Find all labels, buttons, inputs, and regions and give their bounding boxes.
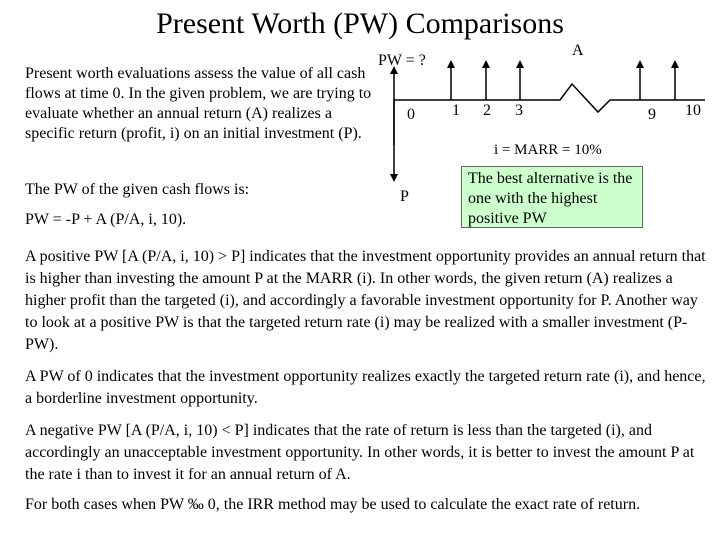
interest-rate-label: i = MARR = 10% [494,142,602,158]
present-label: P [400,188,409,205]
pw-question-label: PW = ? [378,52,426,69]
time-axis [394,84,705,112]
period-label-10: 10 [685,102,701,119]
pw-given-label: The PW of the given cash flows is: [25,181,250,198]
intro-paragraph: Present worth evaluations assess the value of all cash flows at time 0. In the given problem, we are trying to evaluate whether an annual return (A) realizes a specific return (profit, i) on an initial investment (P). [25,65,372,142]
annuity-label: A [572,42,584,59]
period-label-2: 2 [483,102,491,119]
positive-pw-paragraph: A positive PW [A (P/A, i, 10) > P] indicates that the investment opportunity provides an annual return that is higher than investing the amount P at the MARR (i). In other words, the given return (A) realizes a higher profit than the targeted (i), and accordingly a favorable investment opportunity for P. Another way to look at a positive PW is that the targeted return rate (i) may be realized with a smaller investment (P-PW). [25,248,706,353]
pw-formula: PW = -P + A (P/A, i, 10). [25,211,187,228]
zero-pw-paragraph: A PW of 0 indicates that the investment opportunity realizes exactly the targeted return rate (i), and hence, a borderline investment opportunity. [25,368,706,407]
negative-pw-paragraph: A negative PW [A (P/A, i, 10) < P] indicates that the rate of return is less than the targeted (i), and accordingly an unacceptable investment opportunity. In other words, it is better to invest the amount P at the rate i than to invest it for an annual return of A. [25,422,695,483]
period-label-9: 9 [648,106,656,123]
best-alternative-callout: The best alternative is the one with the highest positive PW [461,166,643,228]
page-title: Present Worth (PW) Comparisons [156,7,564,40]
period-label-0: 0 [407,106,415,123]
irr-paragraph: For both cases when PW ‰ 0, the IRR method may be used to calculate the exact rate of return. [25,496,641,513]
period-label-1: 1 [452,102,460,119]
period-label-3: 3 [515,102,523,119]
